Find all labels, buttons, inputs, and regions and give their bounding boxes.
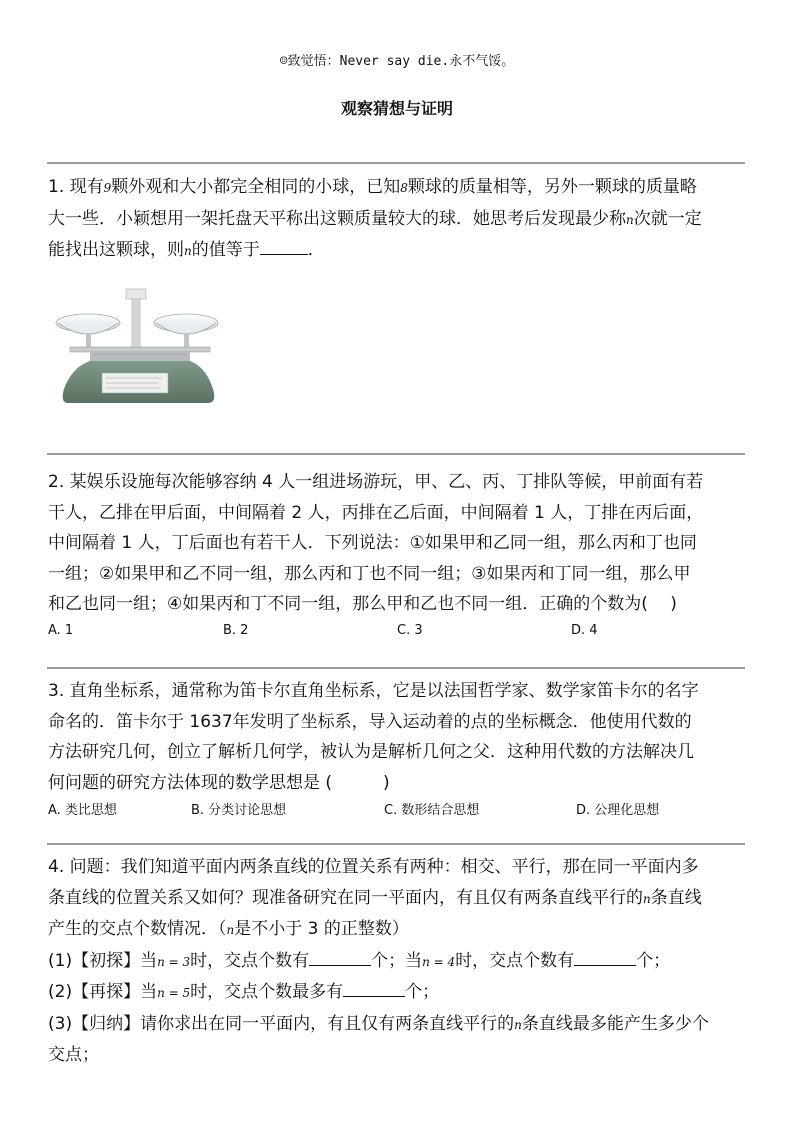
question-4-line: 产生的交点个数情况．（n是不小于 3 的正整数） [48,919,409,939]
answer-blank[interactable] [309,947,371,966]
balance-scale-icon [50,285,225,410]
answer-blank[interactable] [260,236,308,255]
question-4 [48,852,748,1071]
question-4-line: 条直线的位置关系又如何？现准备研究在同一平面内，有且仅有两条直线平行的n条直线 [48,887,702,908]
option-a[interactable]: A. 1 [48,623,74,638]
question-3-line: 何问题的研究方法体现的数学思想是 ( ) [48,772,390,793]
question-4-part-3-cont: 交点； [48,1045,99,1065]
question-3-line: 3. 直角坐标系，通常称为笛卡尔直角坐标系，它是以法国哲学家、数学家笛卡尔的名字 [48,681,699,701]
answer-blank[interactable] [574,947,636,966]
question-1-line: 1. 现有9颗外观和大小都完全相同的小球，已知8颗球的质量相等，另外一颗球的质量略 [48,177,697,197]
question-1-line: 能找出这颗球，则n的值等于 ． [48,235,748,267]
question-4-part-2: (2)【再探】当n = 5时，交点个数最多有 个； [48,977,748,1009]
question-3-line: 命名的．笛卡尔于 1637年发明了坐标系，导入运动着的点的坐标概念．他使用代数的 [48,711,692,732]
question-2 [48,467,748,620]
option-b[interactable]: B. 分类讨论思想 [191,803,287,818]
divider [47,667,745,669]
question-3 [48,676,748,798]
option-a[interactable]: A. 类比思想 [48,803,117,818]
divider [47,162,745,164]
question-2-line: 一组；②如果甲和乙不同一组，那么丙和丁也不同一组；③如果丙和丁同一组，那么甲 [48,563,691,584]
question-2-line: 干人，乙排在甲后面，中间隔着 2 人，丙排在乙后面，中间隔着 1 人，丁排在丙后面， [48,502,704,523]
question-1 [48,172,748,267]
page-title: 观察猜想与证明 [340,99,453,118]
option-d[interactable]: D. 4 [571,623,598,638]
question-2-options [48,623,748,645]
question-3-options [48,799,748,821]
option-b[interactable]: B. 2 [223,623,249,638]
header-motto: ☺致觉悟：Never say die.永不气馁。 [279,54,515,69]
question-1-line: 大一些．小颖想用一架托盘天平称出这颗质量较大的球．她思考后发现最少称n次就一定 [48,208,702,229]
question-4-line: 4. 问题：我们知道平面内两条直线的位置关系有两种：相交、平行，那在同一平面内多 [48,857,699,877]
question-2-line: 中间隔着 1 人，丁后面也有若干人．下列说法：①如果甲和乙同一组，那么丙和丁也同 [48,533,697,553]
question-2-line: 2. 某娱乐设施每次能够容纳 4 人一组进场游玩，甲、乙、丙、丁排队等候，甲前面有若 [48,472,704,492]
option-c[interactable]: C. 3 [397,623,423,638]
divider [47,843,745,845]
question-4-part-1: (1)【初探】当n = 3时，交点个数有 个；当n = 4时，交点个数有 个； [48,946,748,978]
answer-blank[interactable] [343,978,405,997]
option-c[interactable]: C. 数形结合思想 [384,803,480,818]
divider [47,453,745,455]
question-4-part-3: (3)【归纳】请你求出在同一平面内，有且仅有两条直线平行的n条直线最多能产生多少个 [48,1013,709,1034]
question-3-line: 方法研究几何，创立了解析几何学，被认为是解析几何之父．这种用代数的方法解决几 [48,742,694,762]
question-2-line: 和乙也同一组；④如果丙和丁不同一组，那么甲和乙也不同一组．正确的个数为( ) [48,594,677,614]
option-d[interactable]: D. 公理化思想 [576,803,660,818]
